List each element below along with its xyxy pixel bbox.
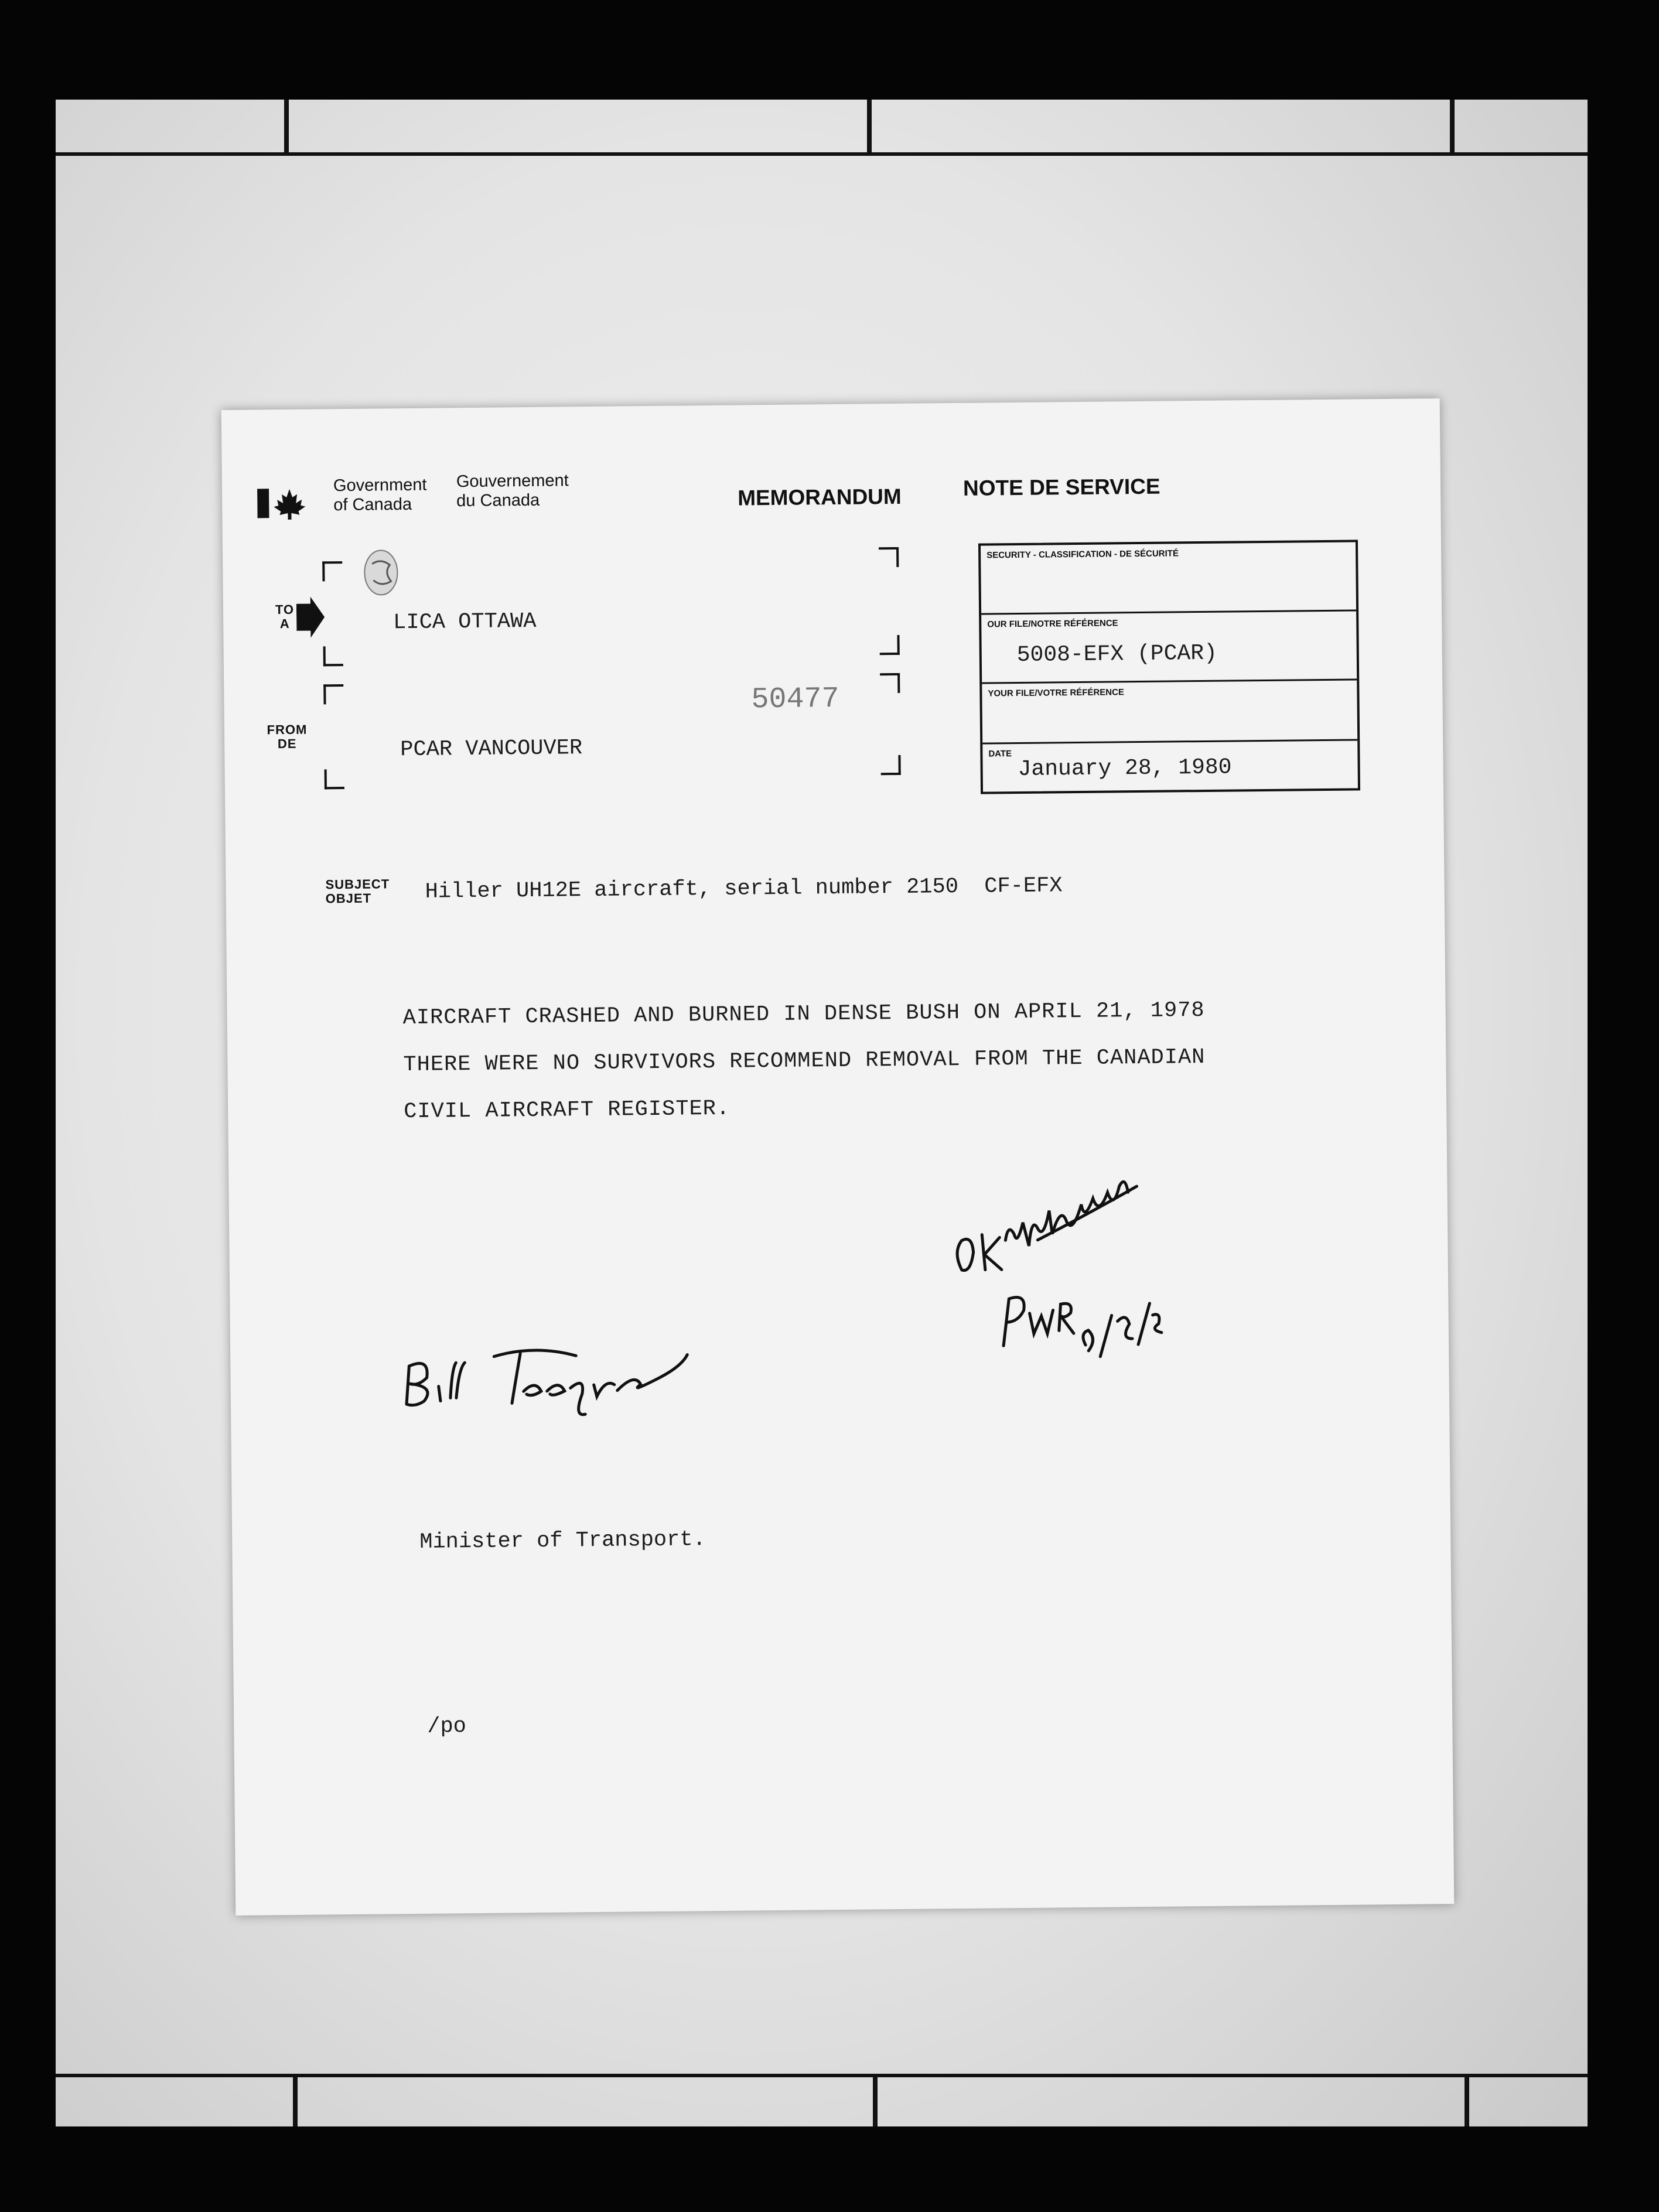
to-value: LICA OTTAWA — [393, 609, 537, 636]
memo-body — [402, 996, 1399, 1146]
film-tick — [1465, 2074, 1469, 2126]
subject-label — [325, 877, 390, 906]
our-file-value: 5008-EFX (PCAR) — [1016, 640, 1218, 668]
signatory: Minister of Transport. — [419, 1527, 706, 1555]
government-en-line1: Government — [333, 475, 427, 496]
from-bracket-tr — [880, 673, 900, 693]
to-bracket-tr — [879, 547, 899, 567]
memorandum-heading: MEMORANDUM — [737, 484, 902, 510]
signature — [383, 1319, 712, 1428]
subject-value: Hiller UH12E aircraft, serial number 2150 CF-EFX — [425, 873, 1063, 904]
film-tick — [284, 100, 289, 156]
to-bracket-br — [879, 635, 899, 655]
our-file-row — [981, 611, 1357, 684]
from-label-en: FROM — [267, 722, 308, 738]
to-bracket-bl — [323, 646, 343, 666]
security-label: SECURITY - CLASSIFICATION - DE SÉCURITÉ — [986, 548, 1179, 561]
canada-flag-icon — [257, 485, 322, 521]
note-de-service-heading: NOTE DE SERVICE — [962, 474, 1160, 500]
film-tick — [1450, 100, 1455, 156]
handwritten-initials-date — [991, 1257, 1168, 1375]
government-fr-line1: Gouvernement — [456, 471, 569, 491]
government-en-line2: of Canada — [333, 494, 412, 515]
film-tick — [867, 100, 872, 156]
to-label-en: TO — [275, 602, 295, 617]
government-fr — [456, 471, 569, 511]
your-file-label: YOUR FILE/VOTRE RÉFÉRENCE — [988, 687, 1125, 699]
to-bracket-tl — [322, 561, 342, 581]
from-value: PCAR VANCOUVER — [400, 736, 583, 763]
stamp-number: 50477 — [751, 682, 839, 717]
government-en — [333, 476, 427, 516]
memo-sheet — [221, 398, 1455, 1916]
body-line-2: THERE WERE NO SURVIVORS RECOMMEND REMOVAL FROM THE CANADIAN — [403, 1044, 1206, 1078]
from-label — [267, 723, 308, 752]
from-bracket-tl — [323, 684, 343, 704]
film-bottom-rule — [56, 2074, 1588, 2077]
to-label-fr: A — [279, 616, 290, 631]
film-tick — [293, 2074, 298, 2126]
from-label-fr: DE — [277, 736, 297, 752]
date-row — [982, 740, 1358, 788]
your-file-row — [982, 680, 1357, 744]
body-line-1: AIRCRAFT CRASHED AND BURNED IN DENSE BUSH ON APRIL 21, 1978 — [402, 998, 1205, 1031]
government-fr-line2: du Canada — [456, 490, 540, 511]
punch-mark — [360, 546, 402, 599]
date-value: January 28, 1980 — [1018, 755, 1232, 783]
date-label: DATE — [988, 749, 1012, 759]
reference-box — [978, 540, 1360, 794]
film-tick — [873, 2074, 878, 2126]
subject-label-fr: OBJET — [325, 890, 372, 906]
security-row — [981, 542, 1356, 615]
subject-label-en: SUBJECT — [325, 876, 390, 892]
from-bracket-bl — [325, 769, 344, 789]
arrow-right-icon — [296, 596, 326, 637]
typist-initials: /po — [427, 1714, 467, 1739]
to-label — [273, 603, 296, 631]
body-line-3: CIVIL AIRCRAFT REGISTER. — [404, 1096, 730, 1125]
our-file-label: OUR FILE/NOTRE RÉFÉRENCE — [987, 618, 1118, 630]
from-bracket-br — [880, 755, 900, 775]
